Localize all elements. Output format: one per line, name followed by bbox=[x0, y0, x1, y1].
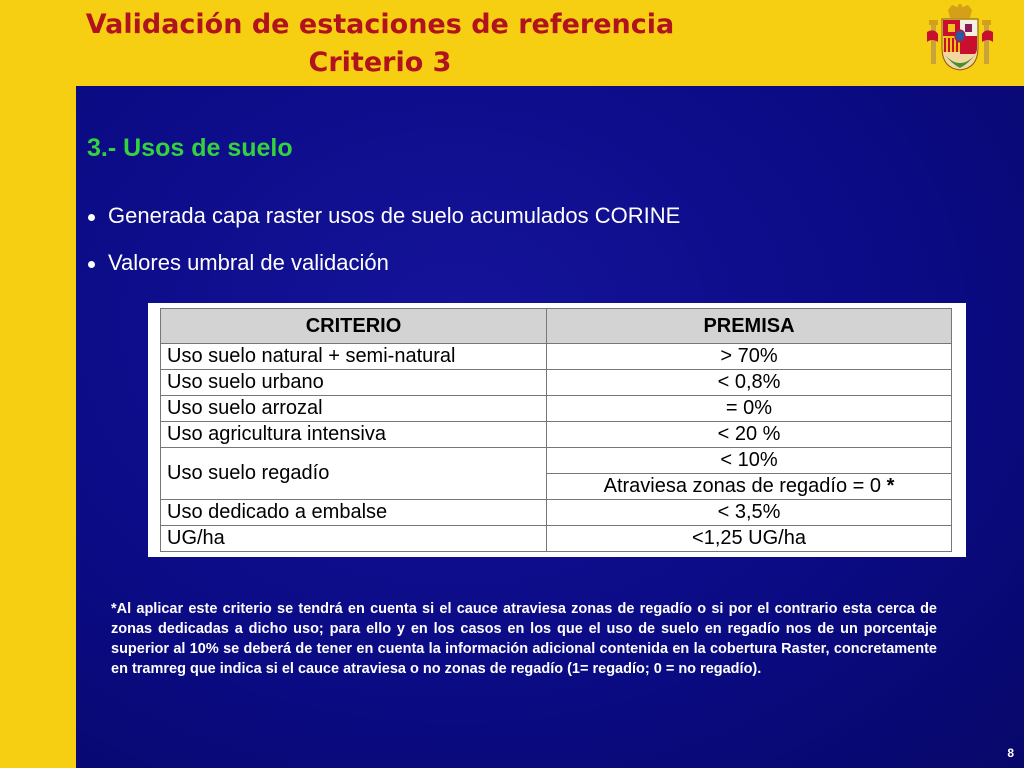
validation-table bbox=[160, 308, 952, 552]
table-header-row bbox=[161, 309, 952, 344]
criterio-cell: Uso suelo natural + semi-natural bbox=[161, 344, 547, 370]
header-premisa: PREMISA bbox=[547, 309, 952, 344]
premisa-cell: < 10% bbox=[547, 448, 952, 474]
premisa-cell bbox=[547, 474, 952, 500]
criterio-cell: Uso suelo urbano bbox=[161, 370, 547, 396]
title-line-1: Validación de estaciones de referencia bbox=[85, 9, 675, 40]
table-row bbox=[161, 526, 952, 552]
table-container bbox=[148, 303, 966, 557]
criterio-cell: Uso agricultura intensiva bbox=[161, 422, 547, 448]
premisa-cell: <1,25 UG/ha bbox=[547, 526, 952, 552]
premisa-cell: = 0% bbox=[547, 396, 952, 422]
premisa-cell: < 20 % bbox=[547, 422, 952, 448]
table-row bbox=[161, 370, 952, 396]
bullet-item bbox=[86, 251, 680, 275]
criterio-cell: UG/ha bbox=[161, 526, 547, 552]
premisa-extra-text: Atraviesa zonas de regadío = 0 bbox=[603, 475, 882, 497]
bullet-list bbox=[86, 204, 680, 298]
criterio-cell: Uso suelo regadío bbox=[161, 448, 547, 500]
content-panel bbox=[76, 86, 1024, 768]
table-row bbox=[161, 422, 952, 448]
section-heading: 3.- Usos de suelo bbox=[87, 134, 293, 162]
title-line-2: Criterio 3 bbox=[308, 47, 452, 78]
bullet-dot-icon bbox=[88, 214, 95, 221]
table-row bbox=[161, 448, 952, 474]
slide-title bbox=[0, 6, 760, 82]
header-criterio: CRITERIO bbox=[161, 309, 547, 344]
criterio-cell: Uso suelo arrozal bbox=[161, 396, 547, 422]
premisa-cell: < 0,8% bbox=[547, 370, 952, 396]
bullet-dot-icon bbox=[88, 261, 95, 268]
table-row bbox=[161, 396, 952, 422]
page-number: 8 bbox=[1007, 746, 1014, 760]
table-row bbox=[161, 344, 952, 370]
premisa-cell: > 70% bbox=[547, 344, 952, 370]
premisa-cell: < 3,5% bbox=[547, 500, 952, 526]
spain-coat-of-arms-icon bbox=[924, 2, 996, 74]
footnote: *Al aplicar este criterio se tendrá en cuenta si el cauce atraviesa zonas de regadío o si por el contrario esta cerca de zonas dedicadas a dicho uso; para ello y en los casos en los que el uso de suelo en regadío nos de un porcentaje superior al 10% se deberá de tener en cuenta la información adicional contenida en la cobertura Raster, concretamente en tramreg que indica si el cauce atraviesa o no zonas de regadío (1= regadío; 0 = no regadío). bbox=[111, 601, 937, 677]
bullet-text: Valores umbral de validación bbox=[108, 250, 389, 275]
bullet-item bbox=[86, 204, 680, 228]
criterio-cell: Uso dedicado a embalse bbox=[161, 500, 547, 526]
bullet-text: Generada capa raster usos de suelo acumulados CORINE bbox=[108, 203, 681, 228]
table-row bbox=[161, 500, 952, 526]
footnote-mark: * bbox=[886, 475, 895, 497]
